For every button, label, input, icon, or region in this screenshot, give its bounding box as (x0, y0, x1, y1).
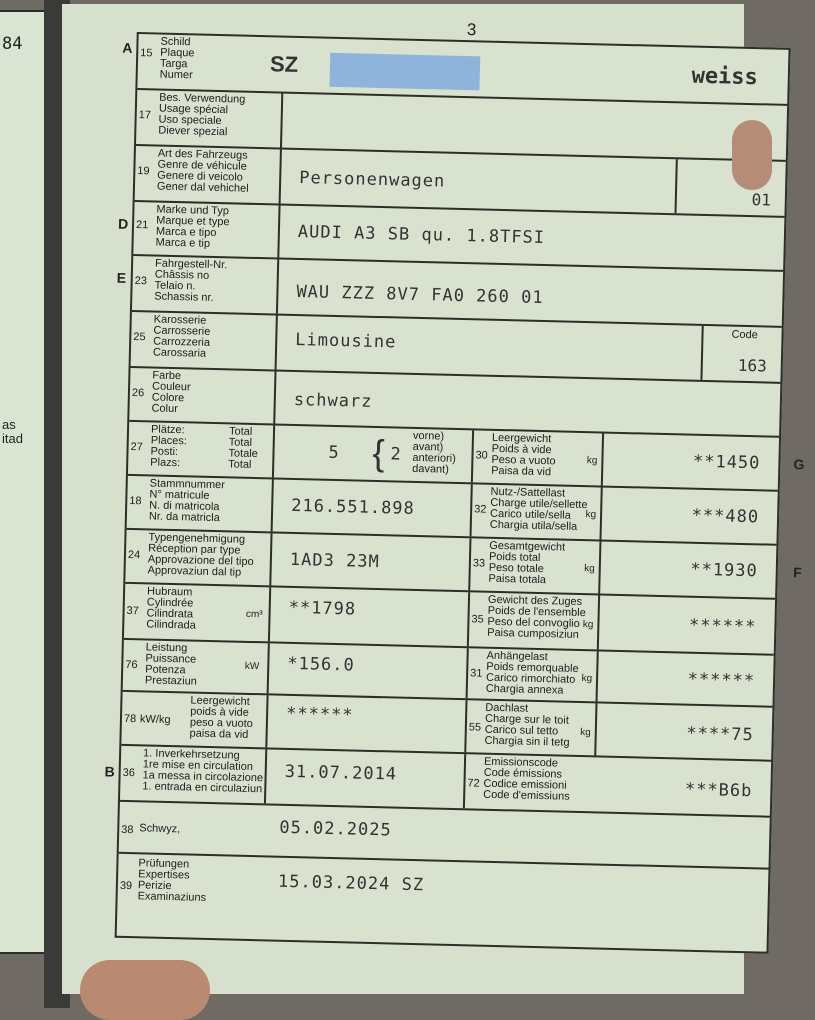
reg-number-label: 18 Stammnummer N° matricule N. di matricola Nr. da matricla (127, 476, 274, 532)
displacement-value: **1798 (288, 597, 357, 620)
margin-letter-e: E (116, 269, 127, 286)
chassis-label: 23 Fahrgestell-Nr. Châssis no Telaio n. Schassis nr. (132, 256, 279, 314)
body-value: Limousine (295, 329, 397, 353)
payload-label: 32 Nutz-/Sattellast Charge utile/sellette Carico utile/sella Chargia utila/sella kg (472, 484, 603, 539)
power-label: 76 Leistung Puissance Potenza Prestaziun kW (123, 640, 270, 694)
colour-label: 26 Farbe Couleur Colore Colur (129, 368, 276, 424)
margin-letter-b: B (104, 763, 115, 780)
train-weight-value: ****** (688, 615, 757, 638)
margin-letter-g: G (793, 456, 805, 473)
total-weight-value: **1930 (690, 559, 759, 582)
document-form (104, 20, 805, 1000)
emission-code-label: 72 Emissionscode Code émissions Codice emissioni Code d'emissiuns (467, 755, 570, 803)
payload-value: ***480 (691, 505, 760, 528)
colour-value: schwarz (293, 389, 373, 412)
left-page-side-text-1: as (2, 417, 16, 432)
displacement-label: 37 Hubraum Cylindrée Cilindrata Cilindrada cm³ (124, 584, 271, 642)
kw-kg-label: 78 kW/kg Leergewicht poids à vide peso a vuoto paisa da vid (121, 692, 268, 748)
make-model-value: AUDI A3 SB qu. 1.8TFSI (297, 221, 546, 249)
inspections-value: 15.03.2024 SZ (277, 871, 425, 896)
type-approval-value: 1AD3 23M (289, 549, 381, 573)
place-label: Schwyz, (139, 822, 181, 836)
usage-label: 17 Bes. Verwendung Usage spécial Uso speciale Diever spezial (136, 90, 283, 148)
page-number: 3 (466, 20, 477, 40)
body-label: 25 Karosserie Carrosserie Carrozzeria Carossaria (131, 312, 278, 370)
margin-letter-d: D (117, 215, 129, 232)
empty-weight-label: 30 Leergewicht Poids à vide Peso a vuoto Paisa da vid kg (473, 430, 604, 485)
body-code: 163 (737, 355, 768, 376)
place-date-value: 05.02.2025 (279, 817, 392, 841)
first-reg-value: 31.07.2014 (284, 761, 398, 785)
plate-number-redaction (329, 53, 480, 91)
trailer-load-label: 31 Anhängelast Poids remorquable Carico rimorchiato Chargia annexa kg (468, 648, 599, 701)
type-approval-label: 24 Typengenehmigung Réception par type Approvazione del tipo Approvaziun dal tip (125, 530, 272, 586)
vehicle-type-value: Personenwagen (298, 168, 446, 192)
form-grid (104, 32, 805, 954)
seats-front-value: 2 (390, 444, 403, 465)
kw-kg-value: ****** (285, 703, 354, 726)
left-page-side-text-2: itad (2, 431, 23, 446)
left-page-edge (0, 10, 46, 954)
plate-colour-value: weiss (691, 63, 759, 91)
reg-number-value: 216.551.898 (290, 495, 416, 519)
seats-total-value: 5 (328, 442, 341, 464)
emission-code-value: ***B6b (684, 779, 753, 802)
margin-letter-a: A (122, 39, 133, 56)
seats-label: 27 Plätze: Places: Posti: Plazs: Total Total Totale Total (128, 422, 275, 478)
body-code-box: Code 163 (700, 326, 781, 382)
seats-front-label: vorne) avant) anteriori) davant) (412, 429, 456, 476)
seats-brace: { (372, 431, 386, 474)
row-inspections: 39 Prüfungen Expertises Perizie Examinaziuns 15.03.2024 SZ (119, 857, 425, 904)
roof-load-value: ****75 (686, 723, 755, 746)
vehicle-type-label: 19 Art des Fahrzeugs Genre de véhicule Genere di veicolo Gener dal vehichel (135, 146, 282, 204)
roof-load-label: 55 Dachlast Charge sur le toit Carico sul tetto Chargia sin il tetg kg (466, 700, 597, 755)
thumb (80, 960, 210, 1020)
inspections-label: Prüfungen Expertises Perizie Examinaziuns (137, 857, 207, 904)
left-page-top-text: 84 (2, 34, 23, 54)
power-value: *156.0 (287, 653, 356, 676)
margin-letter-f: F (792, 564, 802, 581)
plate-label: 15 Schild Plaque Targa Numer (140, 35, 195, 82)
registration-card (62, 4, 805, 994)
empty-weight-value: **1450 (692, 451, 761, 474)
train-weight-label: 35 Gewicht des Zuges Poids de l'ensemble Peso del convoglio Paisa cumposiziun kg (469, 592, 600, 649)
total-weight-label: 33 Gesamtgewicht Poids total Peso totale Paisa totala kg (470, 538, 601, 593)
row-place-date: 38 Schwyz, 05.02.2025 (119, 802, 770, 870)
finger-right (732, 120, 772, 190)
first-reg-label: 36 1. Inverkehrsetzung 1re mise en circulation 1a messa in circolazione 1. entrada en circulaziun (120, 746, 267, 804)
make-model-label: 21 Marke und Typ Marque et type Marca e tipo Marca e tip (133, 202, 280, 258)
trailer-load-value: ****** (687, 669, 756, 692)
plate-canton: SZ (269, 51, 299, 77)
chassis-value: WAU ZZZ 8V7 FA0 260 01 (296, 281, 544, 309)
vehicle-type-code: 01 (751, 190, 772, 210)
